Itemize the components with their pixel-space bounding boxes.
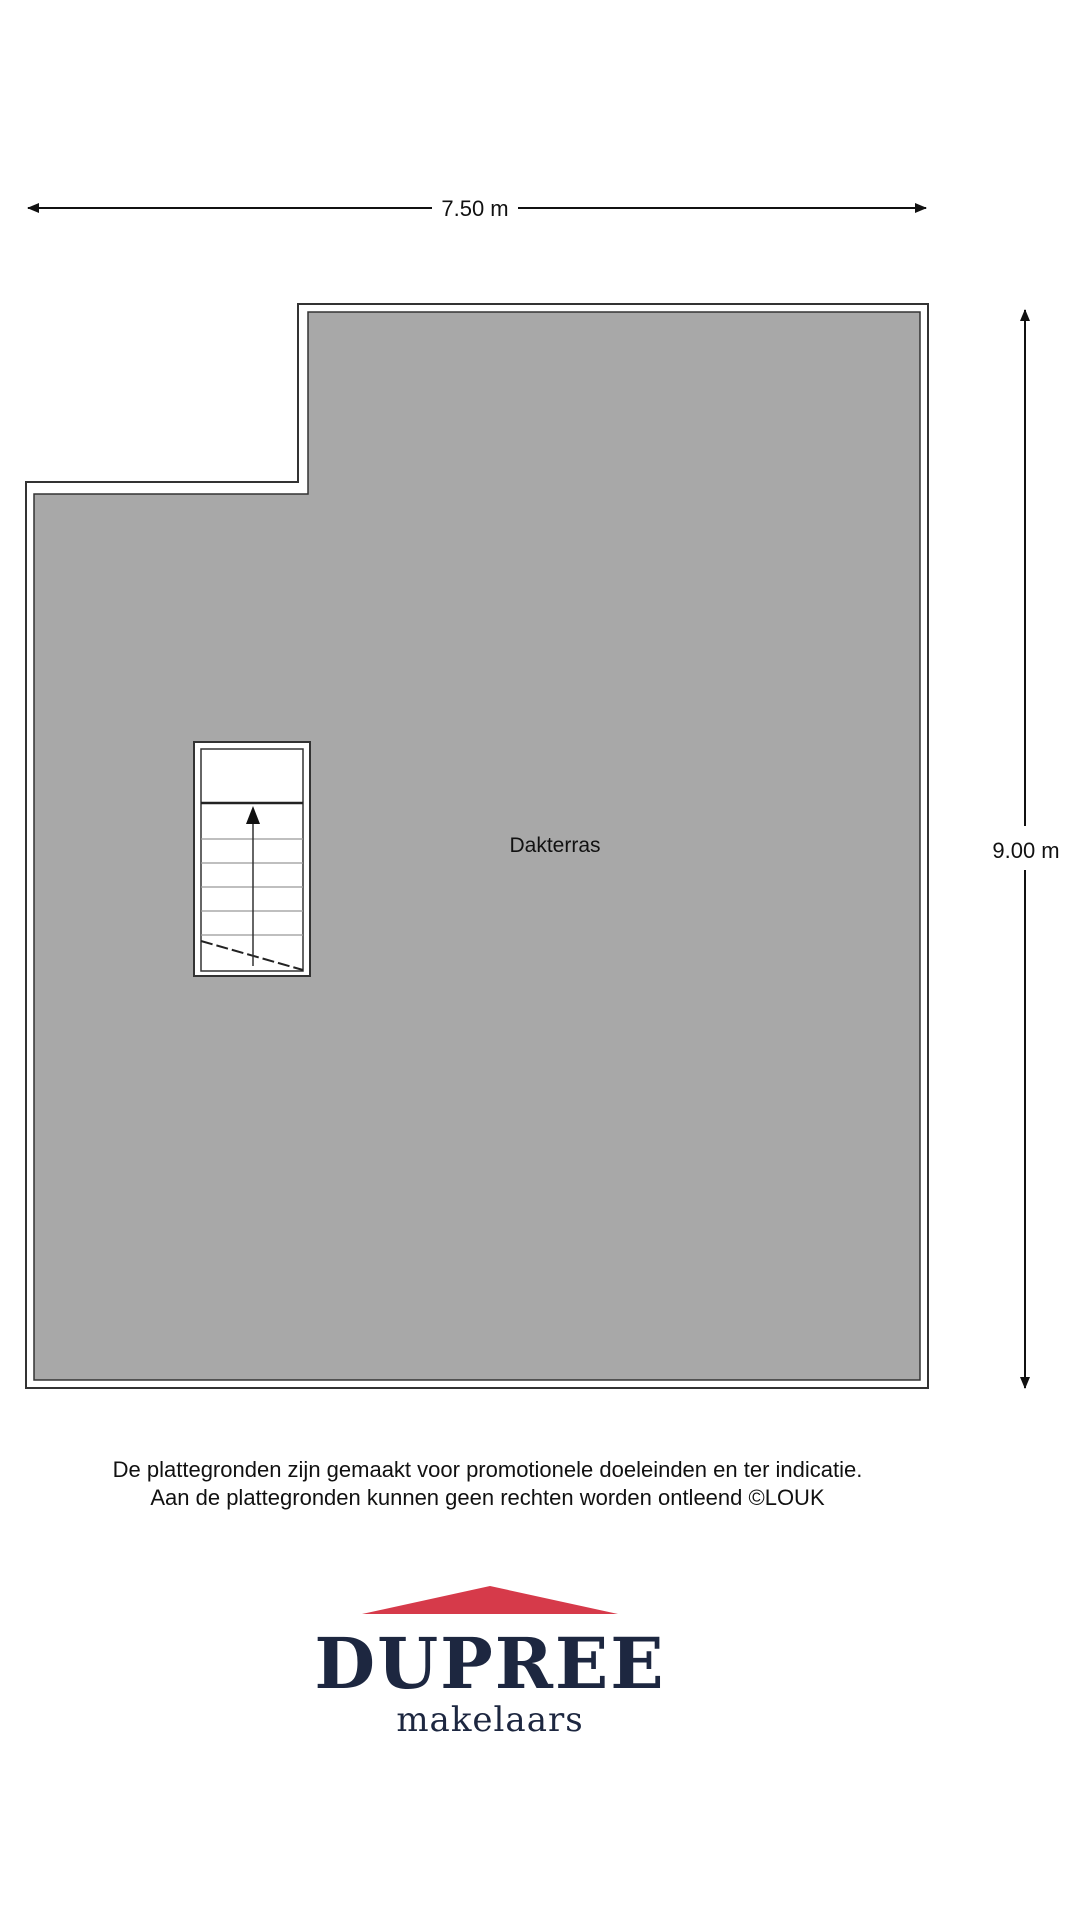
terrace-floor [34, 312, 920, 1380]
disclaimer-line-1: De plattegronden zijn gemaakt voor promotionele doeleinden en ter indicatie. [112, 1457, 863, 1482]
disclaimer-line-2: Aan de plattegronden kunnen geen rechten worden ontleend ©LOUK [150, 1485, 825, 1510]
width-dimension-label: 7.50 m [441, 196, 509, 221]
width-dimension [28, 196, 926, 221]
logo-brand: DUPREE [314, 1622, 666, 1705]
height-dimension-label: 9.00 m [992, 838, 1060, 863]
logo-roof-icon [362, 1586, 618, 1614]
room-label-dakterras: Dakterras [509, 834, 601, 857]
height-dimension [992, 310, 1059, 1388]
logo-subtitle: makelaars [396, 1700, 584, 1740]
staircase-opening [201, 749, 303, 971]
staircase [194, 742, 310, 976]
